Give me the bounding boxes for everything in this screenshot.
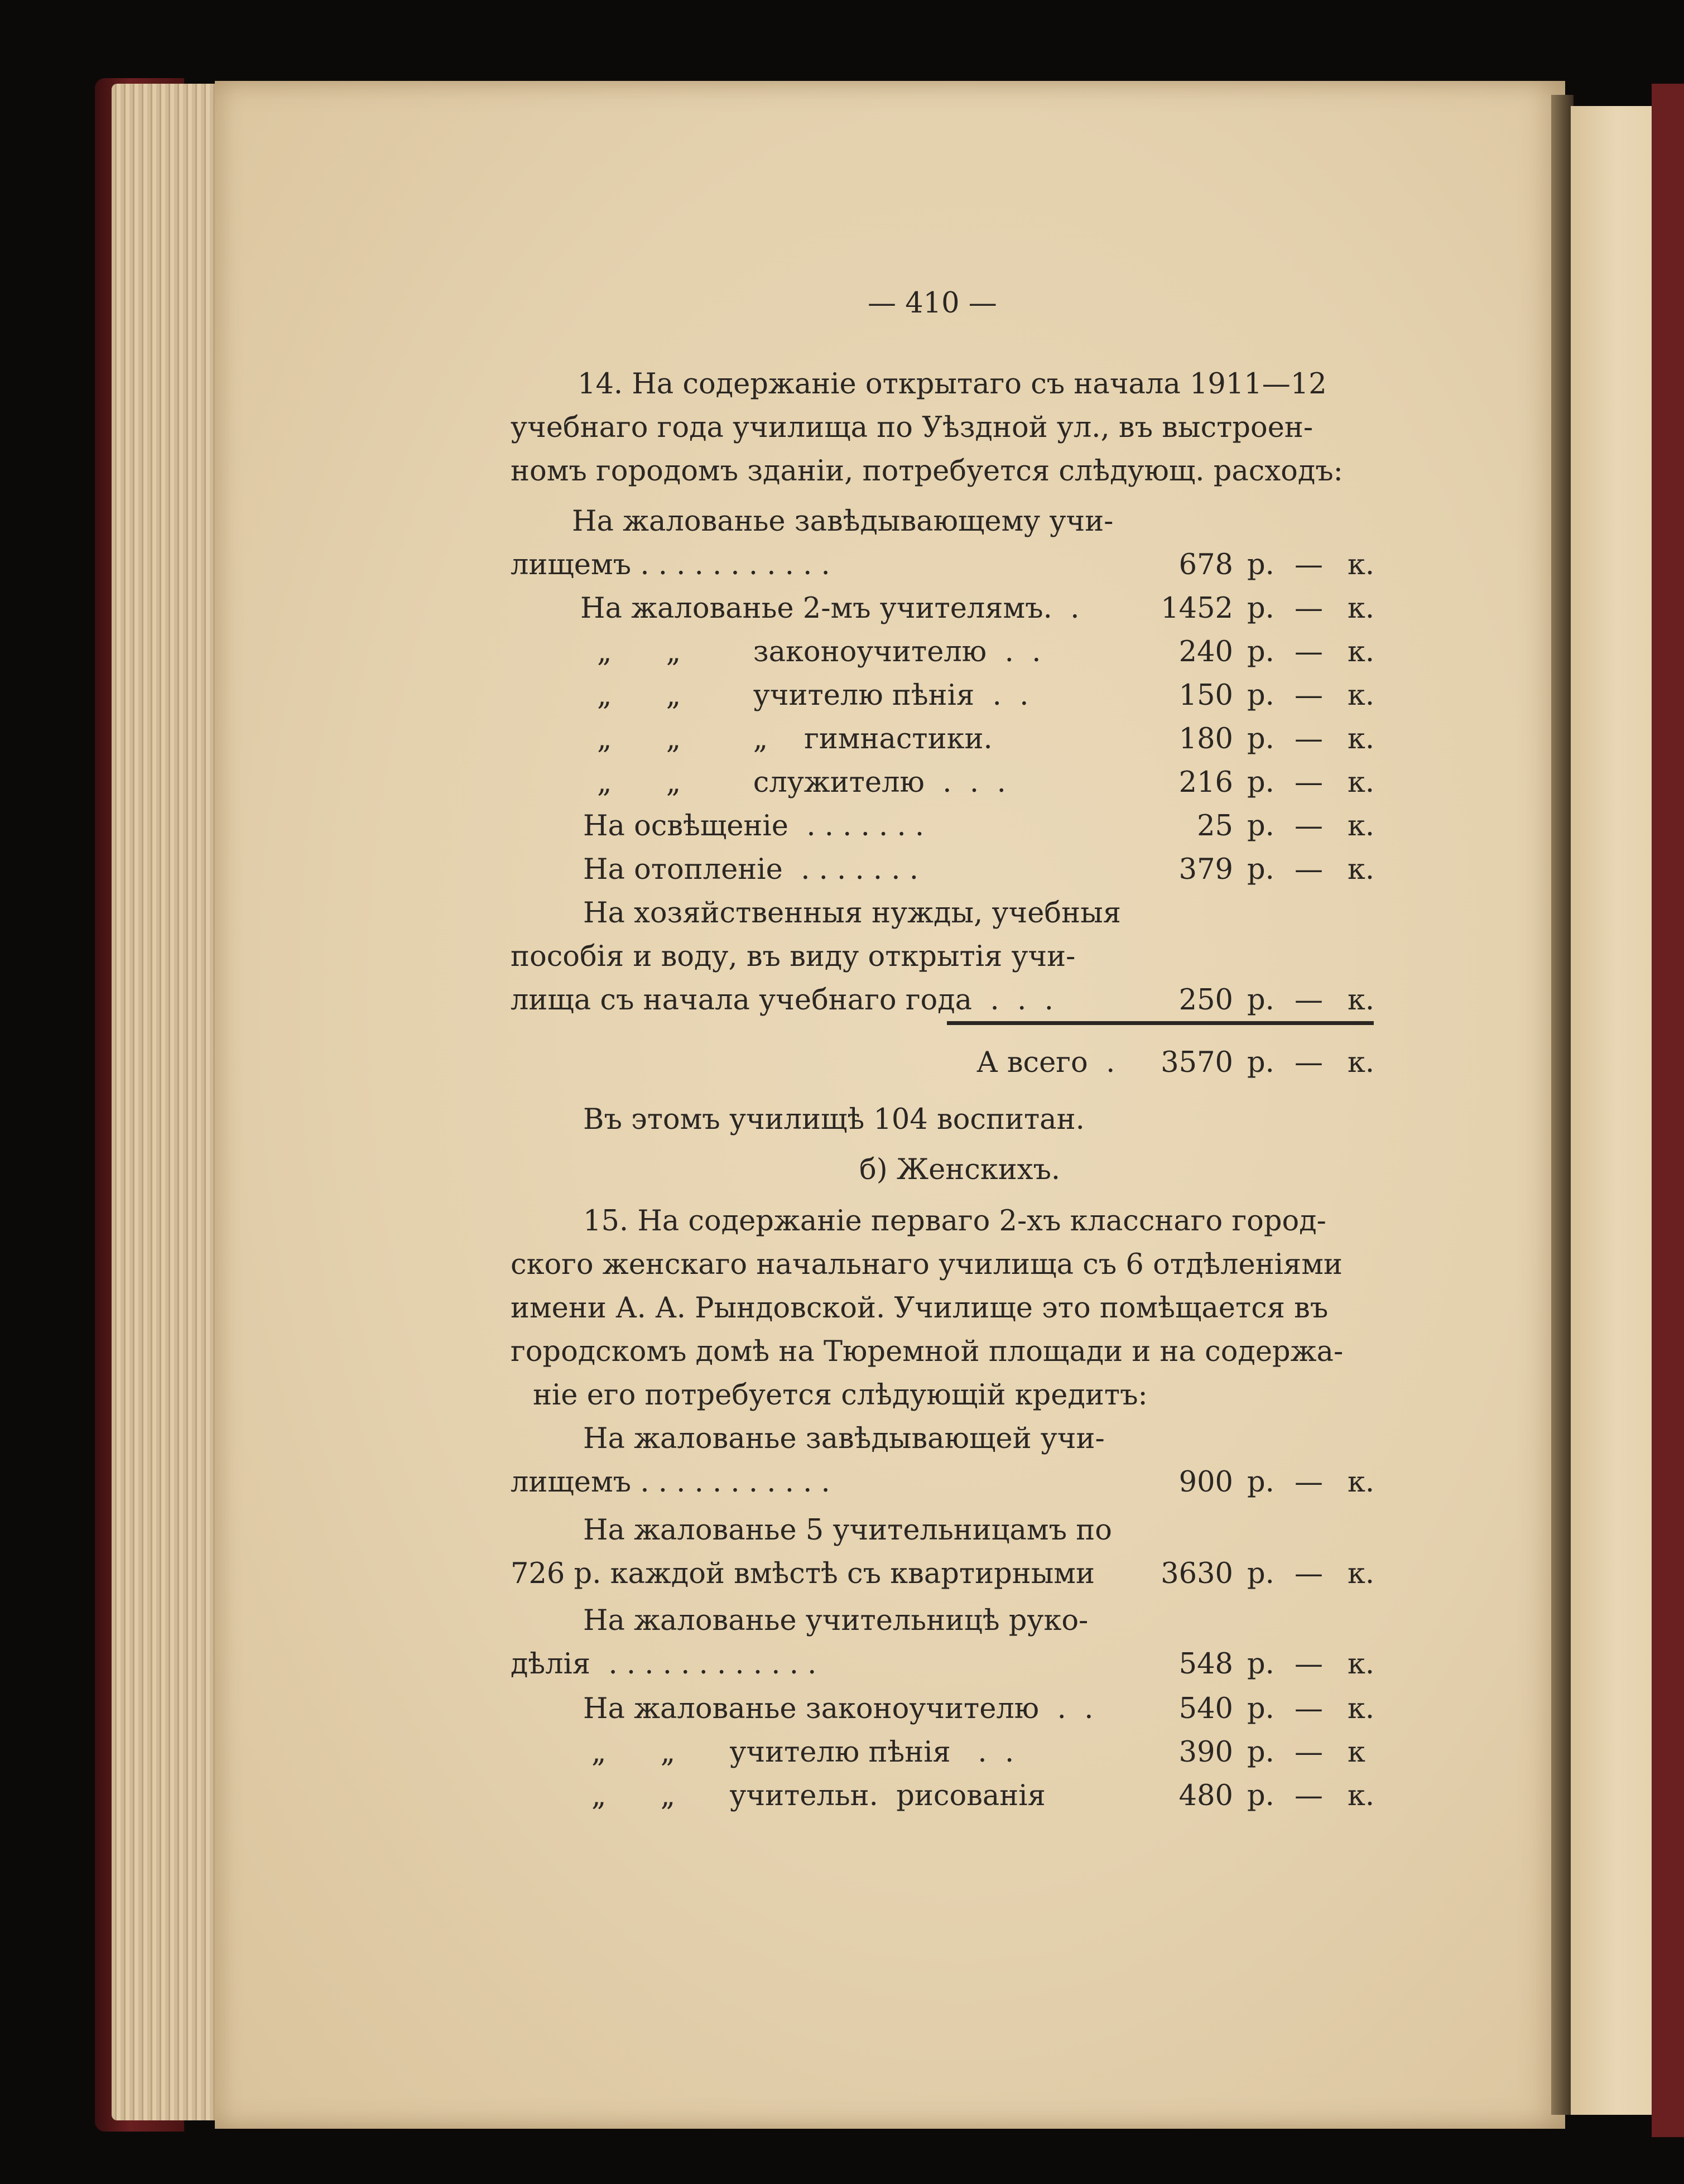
pupils-note: Въ этомъ училищѣ 104 воспитан.: [583, 1103, 1085, 1136]
amount: 25: [1197, 810, 1233, 843]
item-line: На жалованье завѣдывающему учи-: [572, 505, 1114, 538]
subheading: б) Женскихъ.: [859, 1153, 1061, 1186]
paragraph-line: учебнаго года училища по Уѣздной ул., въ выстроен-: [511, 411, 1313, 444]
amount: 390: [1178, 1736, 1233, 1769]
item-line: пособiя и воду, въ виду открытiя учи-: [511, 940, 1076, 973]
total-rule: [947, 1021, 1374, 1025]
amount: 900: [1178, 1466, 1233, 1499]
amount: 1452: [1161, 592, 1233, 625]
paragraph-line: 15. На содержанiе перваго 2-хъ класснаго город-: [583, 1205, 1326, 1238]
paragraph-line: городскомъ домѣ на Тюремной площади и на содержа-: [511, 1335, 1344, 1368]
item-line: На хозяйственныя нужды, учебныя: [583, 897, 1121, 930]
amount: 216: [1178, 766, 1233, 799]
amount: 480: [1178, 1779, 1233, 1812]
page-edges: [112, 84, 223, 2120]
amount: 3570: [1161, 1046, 1233, 1079]
amount: 379: [1178, 853, 1233, 886]
amount: 180: [1178, 723, 1233, 756]
item-line: На жалованье завѣдывающей учи-: [583, 1422, 1105, 1455]
amount: 3630: [1161, 1557, 1233, 1590]
amount: 540: [1178, 1692, 1233, 1725]
book-gutter: [1551, 95, 1574, 2115]
amount: 240: [1178, 636, 1233, 668]
amount: 150: [1178, 679, 1233, 712]
item-line: На жалованье учительницѣ руко-: [583, 1604, 1089, 1637]
book-cover-right: [1652, 84, 1684, 2137]
paragraph-line: 14. На содержанiе открытаго съ начала 1911—12: [578, 368, 1327, 401]
paragraph-line: имени А. А. Рындовской. Училище это помѣщается въ: [511, 1292, 1329, 1325]
amount: 250: [1178, 984, 1233, 1017]
paragraph-line: нiе его потребуется слѣдующiй кредитъ:: [533, 1379, 1148, 1412]
page-number: — 410 —: [868, 287, 997, 320]
paragraph-line: ского женскаго начальнаго училища съ 6 отдѣленiями: [511, 1248, 1343, 1281]
paragraph-line: номъ городомъ зданiи, потребуется слѣдующ. расходъ:: [511, 455, 1343, 488]
amount: 548: [1178, 1648, 1233, 1681]
amount: 678: [1178, 549, 1233, 581]
item-line: На жалованье 5 учительницамъ по: [583, 1514, 1112, 1547]
